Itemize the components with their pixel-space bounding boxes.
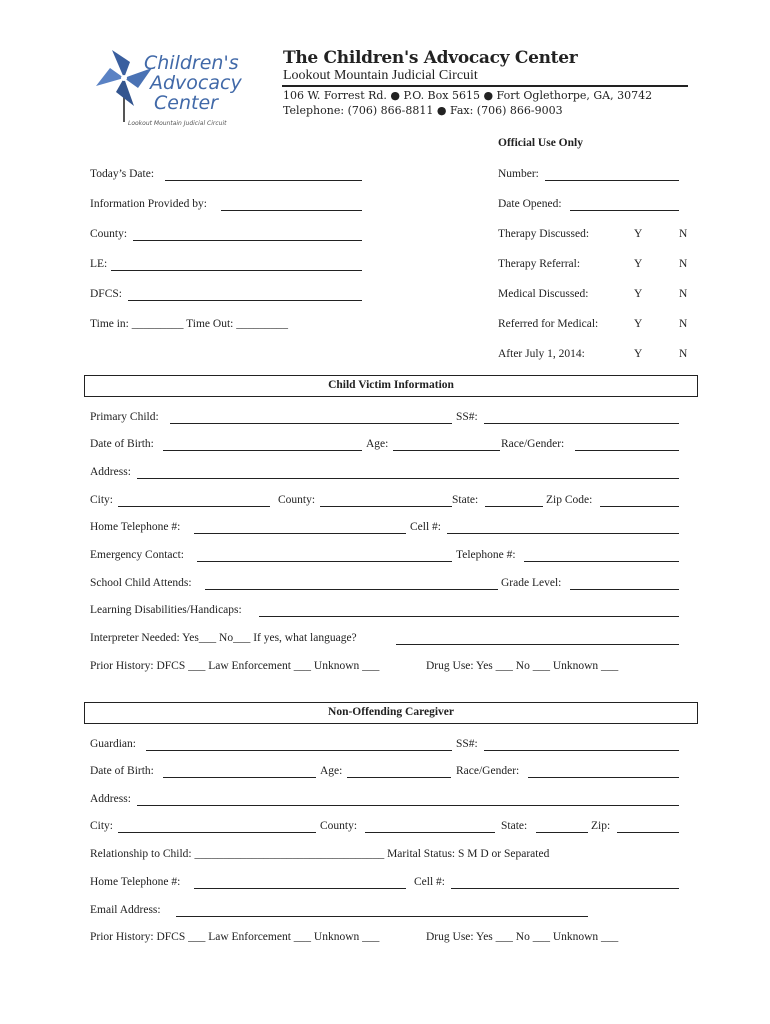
org-subtitle: Lookout Mountain Judicial Circuit <box>283 68 478 83</box>
cg-city-field[interactable] <box>118 832 316 833</box>
cg-zip-label: Zip: <box>591 820 611 832</box>
child-state-field[interactable] <box>485 506 543 507</box>
emergency-contact-label: Emergency Contact: <box>90 549 184 561</box>
org-title: The Children's Advocacy Center <box>283 48 578 68</box>
cg-home-tel-field[interactable] <box>194 888 406 889</box>
yn-label: Therapy Discussed: <box>498 228 590 240</box>
number-label: Number: <box>498 168 539 180</box>
county-field[interactable] <box>133 240 362 241</box>
emergency-contact-field[interactable] <box>197 561 452 562</box>
todays-date-field[interactable] <box>165 180 362 181</box>
child-city-label: City: <box>90 494 114 506</box>
child-drug-use: Drug Use: Yes ___ No ___ Unknown ___ <box>426 660 619 672</box>
child-state-label: State: <box>452 494 479 506</box>
cg-cell-label: Cell #: <box>414 876 445 888</box>
no-option[interactable]: N <box>679 228 688 240</box>
cg-home-tel-label: Home Telephone #: <box>90 876 181 888</box>
interpreter-language-field[interactable] <box>396 644 679 645</box>
no-option[interactable]: N <box>679 348 688 360</box>
cg-city-label: City: <box>90 820 114 832</box>
todays-date-label: Today’s Date: <box>90 168 155 180</box>
no-option[interactable]: N <box>679 258 688 270</box>
cg-state-label: State: <box>501 820 528 832</box>
cg-ss-label: SS#: <box>456 738 478 750</box>
child-zip-label: Zip Code: <box>546 494 593 506</box>
yn-label: After July 1, 2014: <box>498 348 585 360</box>
time-in-out: Time in: _________ Time Out: _________ <box>90 318 288 330</box>
cg-cell-field[interactable] <box>451 888 679 889</box>
yes-option[interactable]: Y <box>634 288 643 300</box>
grade-field[interactable] <box>570 589 679 590</box>
child-ss-label: SS#: <box>456 411 478 423</box>
info-provided-label: Information Provided by: <box>90 198 207 210</box>
child-city-field[interactable] <box>118 506 270 507</box>
yes-option[interactable]: Y <box>634 348 643 360</box>
dfcs-field[interactable] <box>128 300 362 301</box>
cg-zip-field[interactable] <box>617 832 679 833</box>
school-label: School Child Attends: <box>90 577 192 589</box>
logo-line-2: Advocacy <box>150 72 242 94</box>
yes-option[interactable]: Y <box>634 258 643 270</box>
child-county-label: County: <box>278 494 316 506</box>
child-race-label: Race/Gender: <box>501 438 565 450</box>
le-label: LE: <box>90 258 108 270</box>
yn-label: Referred for Medical: <box>498 318 599 330</box>
interpreter-label: Interpreter Needed: Yes___ No___ If yes, what language? <box>90 632 357 644</box>
yn-label: Medical Discussed: <box>498 288 589 300</box>
learning-label: Learning Disabilities/Handicaps: <box>90 604 242 616</box>
grade-label: Grade Level: <box>501 577 562 589</box>
cg-prior-history: Prior History: DFCS ___ Law Enforcement ___ Unknown ___ <box>90 931 380 943</box>
cg-race-label: Race/Gender: <box>456 765 520 777</box>
child-cell-label: Cell #: <box>410 521 441 533</box>
emergency-tel-field[interactable] <box>524 561 679 562</box>
cg-race-field[interactable] <box>528 777 679 778</box>
cg-address-field[interactable] <box>137 805 679 806</box>
relationship-label: Relationship to Child: _________________________________ Marital Status: S M D or Separated <box>90 848 550 860</box>
yn-label: Therapy Referral: <box>498 258 581 270</box>
cg-drug-use: Drug Use: Yes ___ No ___ Unknown ___ <box>426 931 619 943</box>
child-home-tel-label: Home Telephone #: <box>90 521 181 533</box>
official-use-heading: Official Use Only <box>498 137 583 149</box>
cg-age-field[interactable] <box>347 777 451 778</box>
child-county-field[interactable] <box>320 506 452 507</box>
child-dob-label: Date of Birth: <box>90 438 154 450</box>
no-option[interactable]: N <box>679 288 688 300</box>
number-field[interactable] <box>545 180 679 181</box>
primary-child-field[interactable] <box>170 423 452 424</box>
child-zip-field[interactable] <box>600 506 679 507</box>
child-victim-header <box>84 375 698 397</box>
logo <box>94 44 274 134</box>
child-prior-history: Prior History: DFCS ___ Law Enforcement ___ Unknown ___ <box>90 660 380 672</box>
cg-dob-label: Date of Birth: <box>90 765 154 777</box>
date-opened-label: Date Opened: <box>498 198 562 210</box>
child-age-field[interactable] <box>393 450 500 451</box>
cg-state-field[interactable] <box>536 832 588 833</box>
logo-tagline: Lookout Mountain Judicial Circuit <box>128 120 227 127</box>
child-age-label: Age: <box>366 438 389 450</box>
learning-field[interactable] <box>259 616 679 617</box>
yes-option[interactable]: Y <box>634 228 643 240</box>
header-divider <box>282 85 688 87</box>
child-address-label: Address: <box>90 466 131 478</box>
child-home-tel-field[interactable] <box>194 533 406 534</box>
primary-child-label: Primary Child: <box>90 411 159 423</box>
cg-county-field[interactable] <box>365 832 495 833</box>
org-phone: Telephone: (706) 866-8811 ● Fax: (706) 866-9003 <box>283 104 563 117</box>
caregiver-header <box>84 702 698 724</box>
child-cell-field[interactable] <box>447 533 679 534</box>
cg-address-label: Address: <box>90 793 131 805</box>
section-title: Child Victim Information <box>328 379 454 391</box>
email-label: Email Address: <box>90 904 161 916</box>
org-address: 106 W. Forrest Rd. ● P.O. Box 5615 ● Fort Oglethorpe, GA, 30742 <box>283 89 653 102</box>
cg-ss-field[interactable] <box>484 750 679 751</box>
cg-dob-field[interactable] <box>163 777 316 778</box>
email-field[interactable] <box>176 916 588 917</box>
county-label: County: <box>90 228 128 240</box>
cg-age-label: Age: <box>320 765 343 777</box>
logo-line-3: Center <box>154 92 218 114</box>
child-dob-field[interactable] <box>163 450 362 451</box>
yes-option[interactable]: Y <box>634 318 643 330</box>
guardian-field[interactable] <box>146 750 452 751</box>
cg-county-label: County: <box>320 820 358 832</box>
no-option[interactable]: N <box>679 318 688 330</box>
info-provided-field[interactable] <box>221 210 362 211</box>
dfcs-label: DFCS: <box>90 288 122 300</box>
le-field[interactable] <box>111 270 362 271</box>
date-opened-field[interactable] <box>570 210 679 211</box>
logo-line-1: Children's <box>144 52 239 74</box>
guardian-label: Guardian: <box>90 738 136 750</box>
emergency-tel-label: Telephone #: <box>456 549 516 561</box>
child-address-field[interactable] <box>137 478 679 479</box>
school-field[interactable] <box>205 589 498 590</box>
child-ss-field[interactable] <box>484 423 679 424</box>
section-title: Non-Offending Caregiver <box>328 706 454 718</box>
child-race-field[interactable] <box>575 450 679 451</box>
